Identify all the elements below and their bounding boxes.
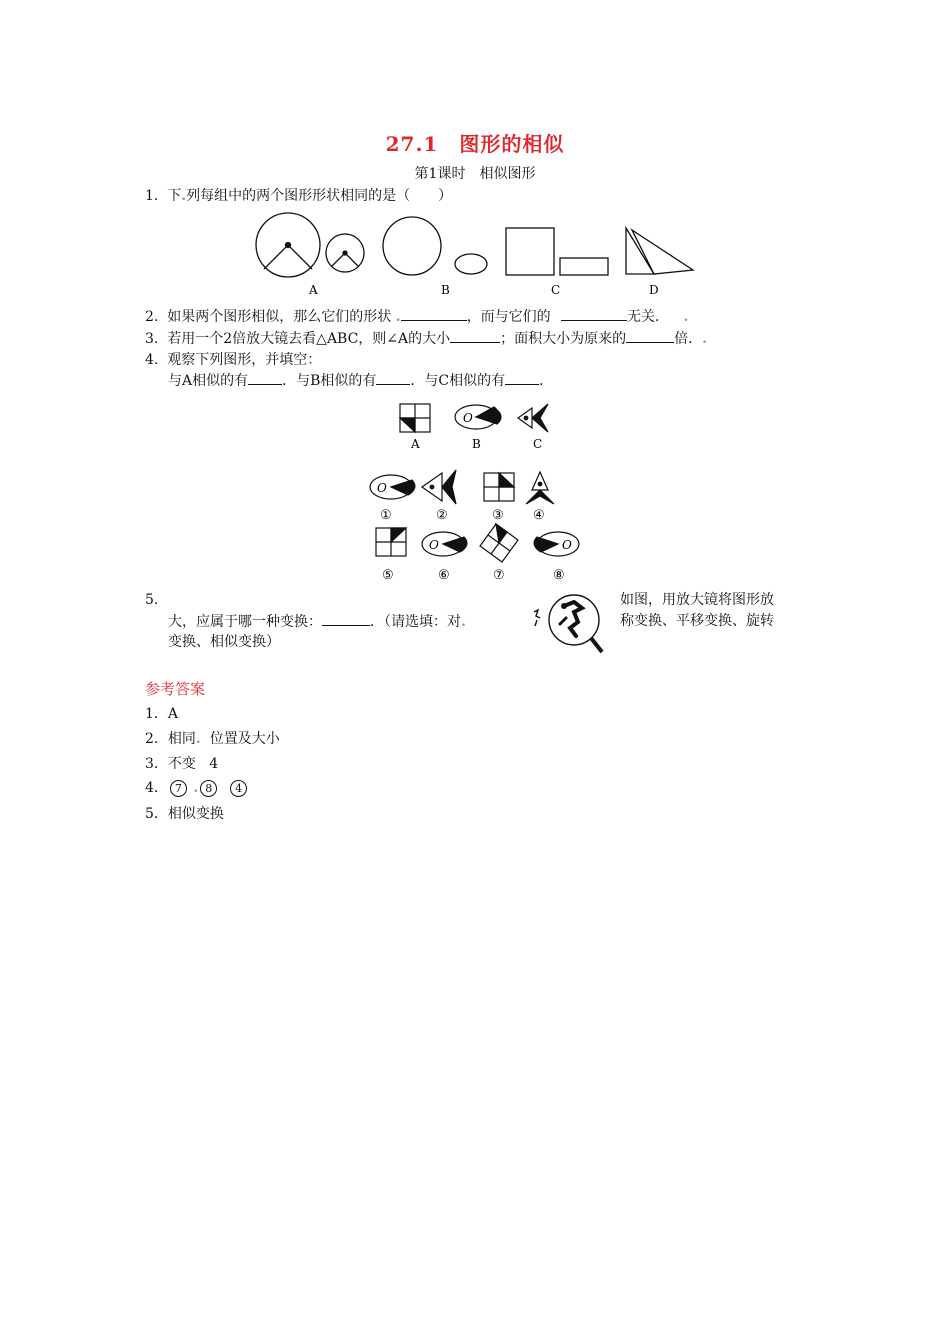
- q4-label-6: ⑥: [438, 568, 450, 583]
- q1-option-b-figure: [383, 217, 487, 275]
- q3-number: 3.: [145, 331, 159, 347]
- answer-5-text: 相似变换: [167, 806, 224, 822]
- q4-fill-end: ．: [539, 373, 554, 389]
- q4-shape-5: [376, 528, 406, 556]
- q2-blank-2[interactable]: [561, 306, 627, 321]
- q5-text-line3: 变换、相似变换）: [168, 634, 280, 650]
- q4-label-1: ①: [380, 508, 392, 523]
- q4-fill-c: ．与C相似的有: [410, 373, 506, 389]
- q5-text-line2-a: 大，应属于哪一种变换：: [168, 614, 322, 630]
- q3-text-b: ；面积大小为原来的: [500, 331, 627, 347]
- q4-shape-7: [480, 524, 518, 562]
- q5-text-line2-b: ．（请选填：对: [370, 614, 461, 630]
- q4-ref-label-a: A: [411, 437, 420, 451]
- q2-text-b: ，而与它们的: [466, 309, 551, 325]
- q4-fill-a: 与A相似的有: [168, 373, 249, 389]
- q4-label-2: ②: [436, 508, 448, 523]
- question-3: 3. 若用一个2倍放大镜去看△ABC，则∠A的大小 ；面积大小为原来的 倍．.: [145, 328, 707, 349]
- q4-label-4: ④: [533, 508, 545, 523]
- lesson-subtitle: 第1课时 相似图形: [414, 166, 536, 182]
- q4-shape-8-o: O: [562, 538, 572, 552]
- q5-small-dancer-icon: [534, 610, 540, 626]
- answer-3: [145, 753, 218, 773]
- q4-ref-b-figure: [455, 405, 501, 429]
- answer-2: 2．相同. 位置及大小: [145, 731, 280, 747]
- answer-2-text-b: 位置及大小: [209, 731, 280, 747]
- answer-1-number: 1．: [145, 706, 168, 722]
- q5-number: 5.: [145, 592, 159, 608]
- q1-figure: [248, 212, 698, 302]
- page-title: 27.1 图形的相似: [385, 132, 565, 156]
- answer-4: 4． 7 . 8 4: [145, 777, 249, 797]
- q1-label-b: B: [441, 283, 450, 297]
- answer-4-number: 4．: [145, 780, 168, 796]
- q5-text-right-a: 如图，用放大镜将图形放: [620, 592, 774, 608]
- q4-shape-1-o: O: [377, 481, 387, 495]
- q3-blank-2[interactable]: [626, 328, 674, 343]
- q4-ref-label-c: C: [533, 437, 543, 451]
- q1-option-c-figure: [506, 228, 608, 275]
- q2-text-c: 无关．: [627, 309, 670, 325]
- answer-3-text-a: 不变: [167, 756, 196, 772]
- q4-shape-2: [422, 470, 456, 504]
- q5-blank[interactable]: [322, 611, 370, 626]
- q1-option-d-figure: [626, 228, 693, 274]
- answer-2-text-a: 相同: [167, 731, 196, 747]
- q1-text-start: 下: [167, 188, 182, 204]
- q1-text: 列每组中的两个图形形状相同的是（ ）: [186, 188, 453, 204]
- q1-option-a-figure: [256, 213, 364, 277]
- answer-3-text-b: 4: [209, 756, 219, 772]
- q5-line-2: 大，应属于哪一种变换： ．（请选填：对.: [168, 611, 466, 632]
- q4-label-3: ③: [492, 508, 504, 523]
- answers-title: 参考答案: [145, 680, 206, 698]
- q4-ref-b-o: O: [463, 411, 473, 425]
- q4-label-7: ⑦: [493, 568, 505, 583]
- answer-3-number: 3．: [145, 756, 168, 772]
- q5-text-right-b: 称变换、平移变换、旋转: [620, 613, 774, 629]
- answer-4-circled-2: 8: [200, 780, 217, 797]
- q4-figure: [360, 398, 600, 586]
- q5-magnifier-figure: [524, 592, 614, 658]
- q4-shape-3: [484, 473, 514, 501]
- q3-text-a: 若用一个2倍放大镜去看△ABC，则∠A的大小: [167, 331, 451, 347]
- q4-shape-4: [526, 472, 554, 504]
- q1-label-a: A: [309, 283, 318, 297]
- answer-2-number: 2．: [145, 731, 168, 747]
- answer-1-text: A: [167, 706, 179, 722]
- question-1: 1. 下.列每组中的两个图形形状相同的是（ ）: [145, 188, 453, 204]
- q4-blank-a[interactable]: [248, 370, 282, 385]
- q2-blank-1[interactable]: [401, 306, 467, 321]
- answer-5-number: 5．: [145, 806, 168, 822]
- q4-number: 4.: [145, 352, 159, 368]
- q1-label-d: D: [649, 283, 659, 297]
- q2-text-a: 如果两个图形相似，那么它们的形状: [167, 309, 392, 325]
- answer-4-circled-1: 7: [170, 780, 187, 797]
- q3-blank-1[interactable]: [450, 328, 500, 343]
- q4-label-8: ⑧: [553, 568, 565, 583]
- q4-fill-line: [168, 370, 553, 391]
- q4-blank-c[interactable]: [505, 370, 539, 385]
- q4-ref-label-b: B: [472, 437, 481, 451]
- q3-text-c: 倍．: [674, 331, 703, 347]
- answer-5: [145, 803, 224, 823]
- answer-4-circled-3: 4: [230, 780, 247, 797]
- q4-shape-6-o: O: [429, 538, 439, 552]
- q4-ref-c-figure: [518, 404, 548, 432]
- question-4: [145, 350, 321, 370]
- question-2: 2. 如果两个图形相似，那么它们的形状 . ，而与它们的 无关． .: [145, 306, 688, 327]
- q5-magnifier-icon: [549, 595, 602, 652]
- q2-number: 2.: [145, 309, 159, 325]
- q1-label-c: C: [551, 283, 561, 297]
- q4-label-5: ⑤: [382, 568, 394, 583]
- q1-number: 1.: [145, 188, 159, 204]
- q4-blank-b[interactable]: [376, 370, 410, 385]
- q4-shape-8: [534, 532, 579, 556]
- q4-text: 观察下列图形，并填空：: [167, 352, 322, 368]
- q4-fill-b: ．与B相似的有: [282, 373, 377, 389]
- q4-ref-a-figure: [400, 404, 430, 432]
- answer-1: [145, 703, 178, 723]
